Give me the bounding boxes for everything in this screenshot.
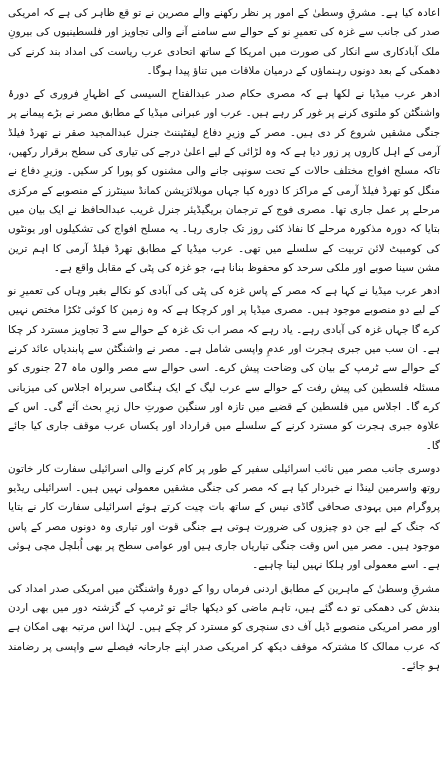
article-paragraph: ادھر عرب میڈیا نے کہا ہے کہ مصر کے پاس غزہ کی پٹی کی آبادی کو نکالے بغیر وہاں کی تعمیرِ نو کے لیے دو منصوبے موجود ہیں۔ مصری میڈیا پر اور کرچکا ہے کہ وہ زمین کا کوئی ٹکڑا مختص نہیں کرے گا جہاں غزہ کی آبادی رہے۔ یاد رہے کہ مصر اب تک غزہ کے حوالے سے 3 تجاویز مسترد کر چکا ہے۔ ان سب میں جبری ہجرت اور عدمِ واپسی شامل ہے۔ مصر نے واشنگٹن سے پابندیاں عائد کرنے کے حوالے سے ٹرمپ کے بیان کی وضاحت پیش کرے۔ اسی حوالے سے مصر والوں ماہ 27 جنوری کو مسئلہ فلسطین کی پیش رفت کے حوالے سے عرب لیگ کے ایک ہنگامی سربراہ اجلاس کی میزبانی کرے گا۔ اجلاس میں فلسطین کے قضیے میں تازہ اور سنگین صورتِ حال زیرِ بحث آئے گی۔ اس کے علاوہ جبری ہجرت کو مسترد کرنے کے سلسلے میں قرارداد اور یکساں عرب موقف جاری کیا جائے گا۔ <box>8 285 440 452</box>
article-paragraph: مشرقِ وسطیٰ کے ماہرین کے مطابق اردنی فرماں روا کے دورۂ واشنگٹن میں امریکی صدر امداد کی بندش کی دھمکی تو دے گئے ہیں، تاہم ماضی کو دیکھا جائے تو ٹرمپ کے گزشتہ دور میں بھی اردن اور مصر امریکی منصوبے ڈیل آف دی سنچری کو مسترد کر چکے ہیں۔ لہٰذا اس مرتبہ بھی امکان ہے کہ عرب ممالک کا مشترکہ موقف دیکھ کر امریکی صدر اپنے جارحانہ فیصلے سے واپسی پر رضامند ہو جائے۔ <box>8 582 440 672</box>
article-paragraph: اعادہ کیا ہے۔ مشرقِ وسطیٰ کے امور پر نظر رکھنے والے مصرین نے تو قع ظاہر کی ہے کہ امریکی صدر کی جانب سے غزہ کی تعمیرِ نو کے حوالے سے سامنے آنے والی تجاویز اور فلسطینیوں کی بیرونِ ملک آبادکاری سے انکار کی صورت میں امریکا کے ساتھ اتحادی عرب ریاست کی امداد بند کرنے کی دھمکی کے بعد دونوں رہنماؤں کے درمیان ملاقات میں تناؤ پیدا ہوگا۔ <box>8 7 440 77</box>
article-paragraph: ادھر عرب میڈیا نے لکھا ہے کہ مصری حکام صدر عبدالفتاح السیسی کے اظہارِ فروری کے دورۂ واشنگٹن کو ملتوی کرنے پر غور کر رہے ہیں۔ عرب اور عبرانی میڈیا کے مطابق مصر نے بڑے پیمانے پر جنگی مشقیں شروع کر دی ہیں۔ مصر کے وزیرِ دفاع لیفٹیننٹ جنرل عبدالمجید صقر نے تھرڈ فیلڈ آرمی کے اہل کاروں پر زور دیا ہے کہ وہ لڑائی کے لیے اعلیٰ درجے کی تیاری کی سطح برقرار رکھیں، تاکہ مسلح افواج مختلف حالات کے تحت سونپی جانے والی مشنوں کو پورا کر سکیں۔ وزیرِ دفاع نے منگل کو تھرڈ فیلڈ آرمی کے مراکز کا دورہ کیا جہاں موبلائزیشن کمانڈ سینٹرز کے منصوبے کے مرکزی مرحلے پر عمل جاری تھا۔ مصری فوج کے ترجمان بریگیڈیئر جنرل غریب عبدالحافظ نے ایک بیان میں بتایا کہ دورہ مذکورہ مرحلے کا نفاذ کئی روز تک جاری رہا۔ یہ مسلح افواج کی تشکیلوں اور یونٹوں کی کومبیٹ لائن تربیت کے سلسلے میں تھی۔ عرب میڈیا کے مطابق تھرڈ فیلڈ آرمی کا اہم ترین مشن سینا صوبے اور ملکی سرحد کو محفوظ بنانا ہے، جو غزہ کی پٹی کے مقابل واقع ہے۔ <box>8 88 440 274</box>
article-paragraph: دوسری جانب مصر میں نائب اسرائیلی سفیر کے طور پر کام کرنے والی اسرائیلی سفارت کار خاتون روتھ واسرمین لینڈا نے خبردار کیا ہے کہ مصر کی جنگی مشقیں معمولی نہیں ہیں۔ اسرائیلی ریڈیو پروگرام میں یہودی صحافی گاڈی نیس کے ساتھ بات چیت کرتے ہوئے اسرائیلی سفارت کار نے بتایا کہ جنگ کے لیے جن دو چیزوں کی ضرورت ہوتی ہے جنگی قوت اور تیاری وہ دونوں مصر کے پاس موجود ہیں۔ مصر میں اس وقت جنگی تیاریاں جاری ہیں اور عوامی سطح پر بھی اُبلچل مچی ہوئی ہے۔ اسے معمولی اور ہلکا نہیں لینا چاہیے۔ <box>8 462 440 572</box>
